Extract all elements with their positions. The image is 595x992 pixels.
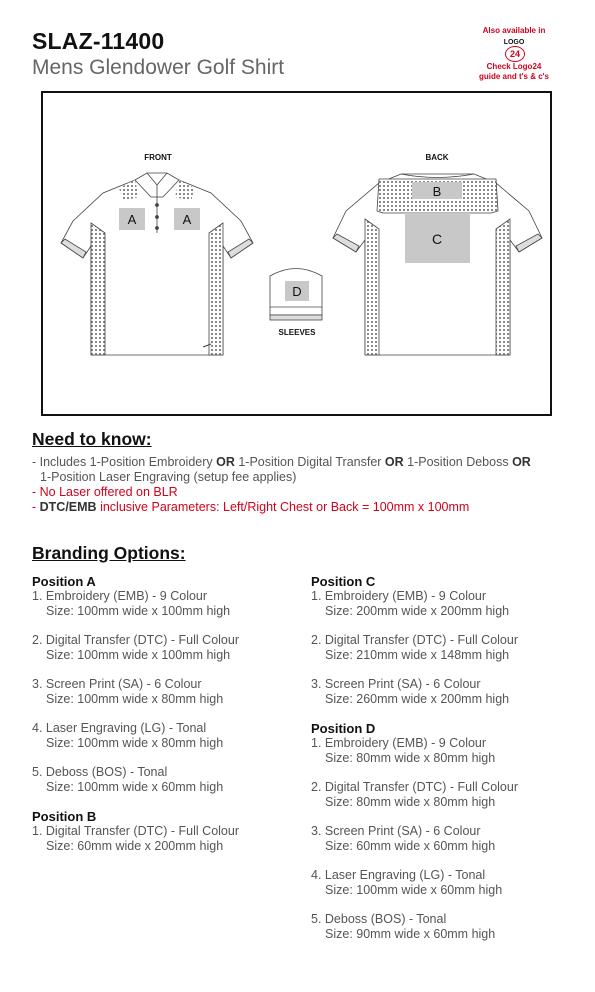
option-method: 2. Digital Transfer (DTC) - Full Colour: [311, 633, 518, 647]
option-size: Size: 100mm wide x 100mm high: [46, 604, 231, 618]
branding-option: [32, 765, 239, 795]
branding-option: [32, 589, 239, 619]
promo-line-1: Also available in: [482, 26, 546, 35]
option-size: Size: 60mm wide x 60mm high: [325, 839, 496, 853]
option-size: Size: 80mm wide x 80mm high: [325, 751, 496, 765]
promo-line-2: Check Logo24: [486, 62, 542, 71]
branding-option: [32, 824, 239, 854]
back-label: BACK: [425, 153, 449, 162]
logo24-icon: [501, 38, 527, 60]
front-shirt-icon: [61, 173, 253, 355]
back-shirt-icon: [333, 174, 542, 355]
position-title: Position C: [311, 574, 376, 589]
branding-option: [311, 677, 518, 707]
promo-line-3: guide and t's & c's: [478, 72, 550, 81]
branding-option: [311, 824, 518, 854]
branding-option: [32, 721, 239, 751]
option-method: 3. Screen Print (SA) - 6 Colour: [311, 677, 481, 691]
branding-options-heading: Branding Options:: [32, 543, 186, 563]
branding-column-right: [311, 574, 518, 956]
option-method: 5. Deboss (BOS) - Tonal: [311, 912, 447, 926]
option-method: 3. Screen Print (SA) - 6 Colour: [311, 824, 481, 838]
need-to-know-list: [32, 455, 562, 515]
option-size: Size: 90mm wide x 60mm high: [325, 927, 496, 941]
logo24-promo: [472, 26, 556, 82]
position-group: [32, 809, 239, 854]
option-method: 3. Screen Print (SA) - 6 Colour: [32, 677, 202, 691]
branding-option: [32, 677, 239, 707]
branding-option: [311, 868, 518, 898]
option-size: Size: 60mm wide x 200mm high: [46, 839, 224, 853]
option-size: Size: 100mm wide x 60mm high: [325, 883, 503, 897]
option-size: Size: 200mm wide x 200mm high: [325, 604, 510, 618]
branding-option: [32, 633, 239, 663]
need-line-2: 1-Position Laser Engraving (setup fee applies): [40, 470, 297, 484]
option-method: 5. Deboss (BOS) - Tonal: [32, 765, 168, 779]
position-group: [32, 574, 239, 795]
front-label: FRONT: [144, 153, 172, 162]
branding-option: [311, 633, 518, 663]
logo24-brand-top: LOGO: [503, 39, 525, 46]
need-line-1: - Includes 1-Position Embroidery OR 1-Position Digital Transfer OR 1-Position Deboss OR: [32, 455, 531, 469]
sleeves-label: SLEEVES: [278, 328, 316, 337]
branding-option: [311, 736, 518, 766]
position-d-label: D: [292, 284, 302, 299]
option-method: 2. Digital Transfer (DTC) - Full Colour: [32, 633, 239, 647]
option-method: 1. Embroidery (EMB) - 9 Colour: [311, 589, 487, 603]
need-line-4: - DTC/EMB inclusive Parameters: Left/Right Chest or Back = 100mm x 100mm: [32, 500, 470, 514]
position-title: Position A: [32, 574, 96, 589]
position-b-label: B: [432, 184, 442, 199]
option-size: Size: 100mm wide x 60mm high: [46, 780, 224, 794]
option-size: Size: 80mm wide x 80mm high: [325, 795, 496, 809]
position-title: Position D: [311, 721, 376, 736]
option-size: Size: 100mm wide x 80mm high: [46, 692, 224, 706]
option-method: 2. Digital Transfer (DTC) - Full Colour: [311, 780, 518, 794]
option-method: 1. Embroidery (EMB) - 9 Colour: [32, 589, 208, 603]
branding-option: [311, 780, 518, 810]
option-method: 4. Laser Engraving (LG) - Tonal: [311, 868, 486, 882]
position-title: Position B: [32, 809, 97, 824]
need-line-3: - No Laser offered on BLR: [32, 485, 178, 499]
option-size: Size: 260mm wide x 200mm high: [325, 692, 510, 706]
product-code: SLAZ-11400: [32, 28, 165, 54]
garment-illustration: [43, 93, 550, 414]
branding-column-left: [32, 574, 239, 868]
option-size: Size: 210mm wide x 148mm high: [325, 648, 510, 662]
position-a-right-label: A: [182, 212, 192, 227]
logo24-brand-num: 24: [505, 46, 525, 62]
position-c-label: C: [431, 231, 443, 247]
option-method: 1. Embroidery (EMB) - 9 Colour: [311, 736, 487, 750]
branding-option: [311, 589, 518, 619]
option-method: 4. Laser Engraving (LG) - Tonal: [32, 721, 207, 735]
position-group: [311, 721, 518, 942]
branding-option: [311, 912, 518, 942]
garment-diagram: [41, 91, 552, 416]
option-method: 1. Digital Transfer (DTC) - Full Colour: [32, 824, 239, 838]
position-a-left-label: A: [127, 212, 137, 227]
product-name: Mens Glendower Golf Shirt: [32, 56, 285, 79]
need-to-know-heading: Need to know:: [32, 429, 152, 449]
position-group: [311, 574, 518, 707]
option-size: Size: 100mm wide x 100mm high: [46, 648, 231, 662]
option-size: Size: 100mm wide x 80mm high: [46, 736, 224, 750]
